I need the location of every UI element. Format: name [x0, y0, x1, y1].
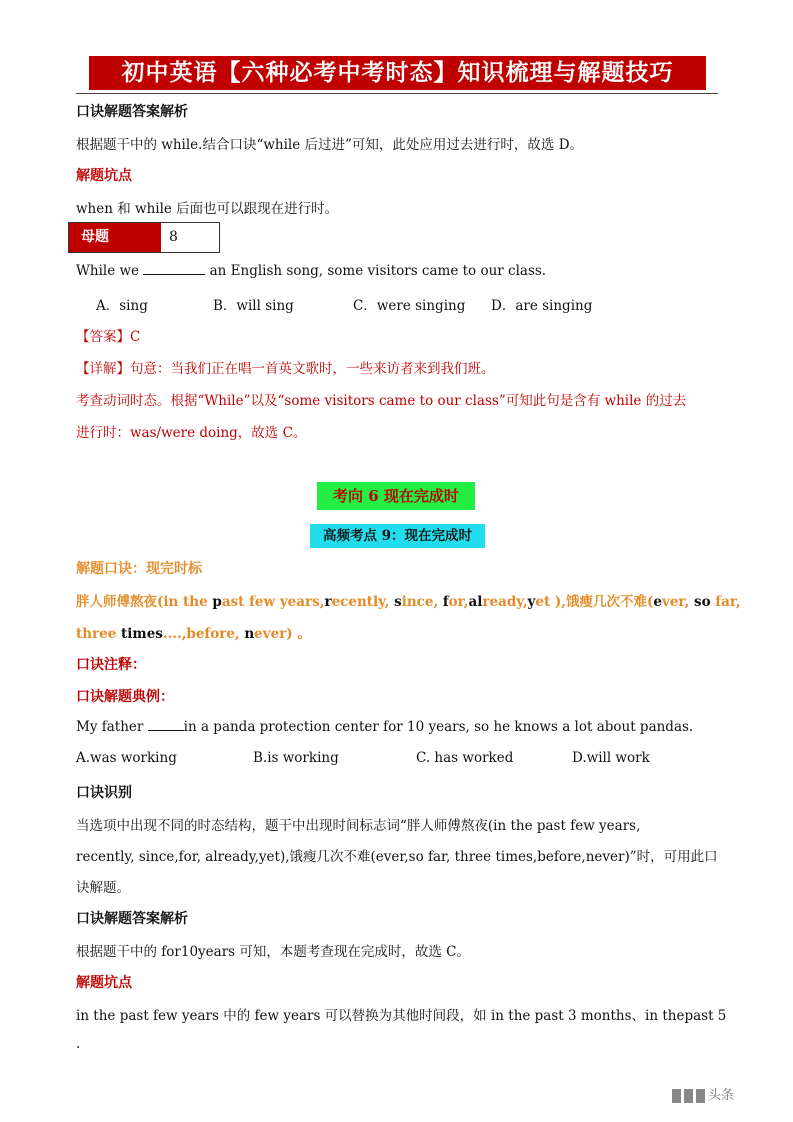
question-stem-start: While we [76, 263, 140, 279]
pit-text-1: when 和 while 后面也可以跟现在进行时。 [76, 201, 339, 217]
rhyme-key: al [468, 594, 483, 610]
rhyme-part: ver, [662, 594, 694, 610]
recognition-text-3: 诀解题。 [76, 880, 130, 896]
platform-watermark [672, 1084, 734, 1103]
rhyme-key: e [653, 594, 662, 610]
section-title: 考向 6 现在完成时 [317, 482, 475, 510]
watermark-text: 头条 [708, 1088, 735, 1103]
rhyme-part: 胖人师傅熬夜(in the [76, 594, 213, 610]
rhyme-part: ready, [482, 594, 528, 610]
example-option-d: D.will work [572, 750, 650, 766]
rhyme-part: three [76, 626, 122, 642]
analysis-text-2: 根据题干中的 for10years 可知，本题考查现在完成时，故选 C。 [76, 944, 471, 960]
mother-question-number: 8 [169, 229, 178, 245]
rhyme-key: y [527, 594, 536, 610]
example-stem-end: in a panda protection center for 10 years, so he knows a lot about pandas. [183, 719, 694, 735]
rhyme-part: ince, [401, 594, 443, 610]
option-d: D．are singing [491, 298, 593, 314]
mother-question-stem [76, 262, 726, 279]
mother-question-tag [68, 222, 220, 253]
rhyme-part: ....,before, [162, 626, 245, 642]
rhyme-key: r [324, 594, 332, 610]
pit-heading-2: 解题坑点 [76, 975, 132, 991]
rhyme-part: far, [710, 594, 741, 610]
answer-line: 【答案】C [76, 329, 141, 345]
example-option-c: C. has worked [416, 750, 514, 766]
option-b: B．will sing [213, 298, 294, 314]
option-a: A．sing [96, 298, 148, 314]
example-question-stem [76, 718, 726, 735]
pit-text-2: in the past few years 中的 few years 可以替换为其他时间段，如 in the past 3 months、in thepast 5 [76, 1008, 727, 1024]
example-option-b: B.is working [253, 750, 339, 766]
rhyme-note-heading: 口诀注释： [76, 657, 146, 673]
question-stem-end: an English song, some visitors came to our class. [209, 263, 547, 279]
rhyme-key: p [212, 594, 222, 610]
recognition-heading: 口诀识别 [76, 785, 132, 801]
answer-blank [143, 262, 205, 275]
rhyme-key: n [244, 626, 255, 642]
analysis-heading-1: 口诀解题答案解析 [76, 104, 188, 120]
rhyme-key: s [394, 594, 402, 610]
explanation-line-1: 考查动词时态。根据“While”以及“some visitors came to our class”可知此句是含有 while 的过去 [76, 393, 687, 409]
rhyme-part: et ),饿瘦几次不难( [535, 594, 654, 610]
rhyme-key: f [442, 594, 449, 610]
rhyme-part: ever) 。 [254, 626, 311, 642]
mother-question-label: 母题 [69, 223, 161, 252]
section-subtitle: 高频考点 9：现在完成时 [310, 524, 485, 548]
example-stem-start: My father [76, 719, 144, 735]
rhyme-part: ecently, [331, 594, 395, 610]
watermark-bar-icon [696, 1089, 705, 1103]
example-option-a: A.was working [76, 750, 177, 766]
recognition-text-2: recently, since,for, already,yet),饿瘦几次不难(ever,so far, three times,before,never)”时，可用此口 [76, 849, 718, 865]
document-title-banner: 初中英语【六种必考中考时态】知识梳理与解题技巧 [89, 56, 706, 90]
analysis-text-1: 根据题干中的 while.结合口诀“while 后过进”可知，此处应用过去进行时，故选 D。 [76, 137, 584, 153]
answer-blank [148, 718, 184, 731]
rhyme-part: ast few years, [221, 594, 325, 610]
detail-line: 【详解】句意：当我们正在唱一首英文歌时，一些来访者来到我们班。 [76, 361, 495, 377]
rhyme-key: times [121, 626, 163, 642]
recognition-text-1: 当选项中出现不同的时态结构，题干中出现时间标志词“胖人师傅熬夜(in the past few years, [76, 818, 641, 834]
rhyme-line-2 [76, 622, 726, 642]
rhyme-part: or, [448, 594, 469, 610]
rhyme-heading: 解题口诀：现完时标 [76, 561, 202, 577]
title-divider [76, 93, 718, 94]
watermark-bar-icon [672, 1089, 681, 1103]
rhyme-line-1 [76, 590, 741, 610]
rhyme-key: so [693, 594, 711, 610]
explanation-line-2: 进行时：was/were doing，故选 C。 [76, 425, 307, 441]
pit-text-2-continued: . [76, 1036, 81, 1052]
analysis-heading-2: 口诀解题答案解析 [76, 911, 188, 927]
rhyme-example-heading: 口诀解题典例： [76, 689, 174, 705]
option-c: C．were singing [353, 298, 466, 314]
watermark-bar-icon [684, 1089, 693, 1103]
pit-heading-1: 解题坑点 [76, 168, 132, 184]
